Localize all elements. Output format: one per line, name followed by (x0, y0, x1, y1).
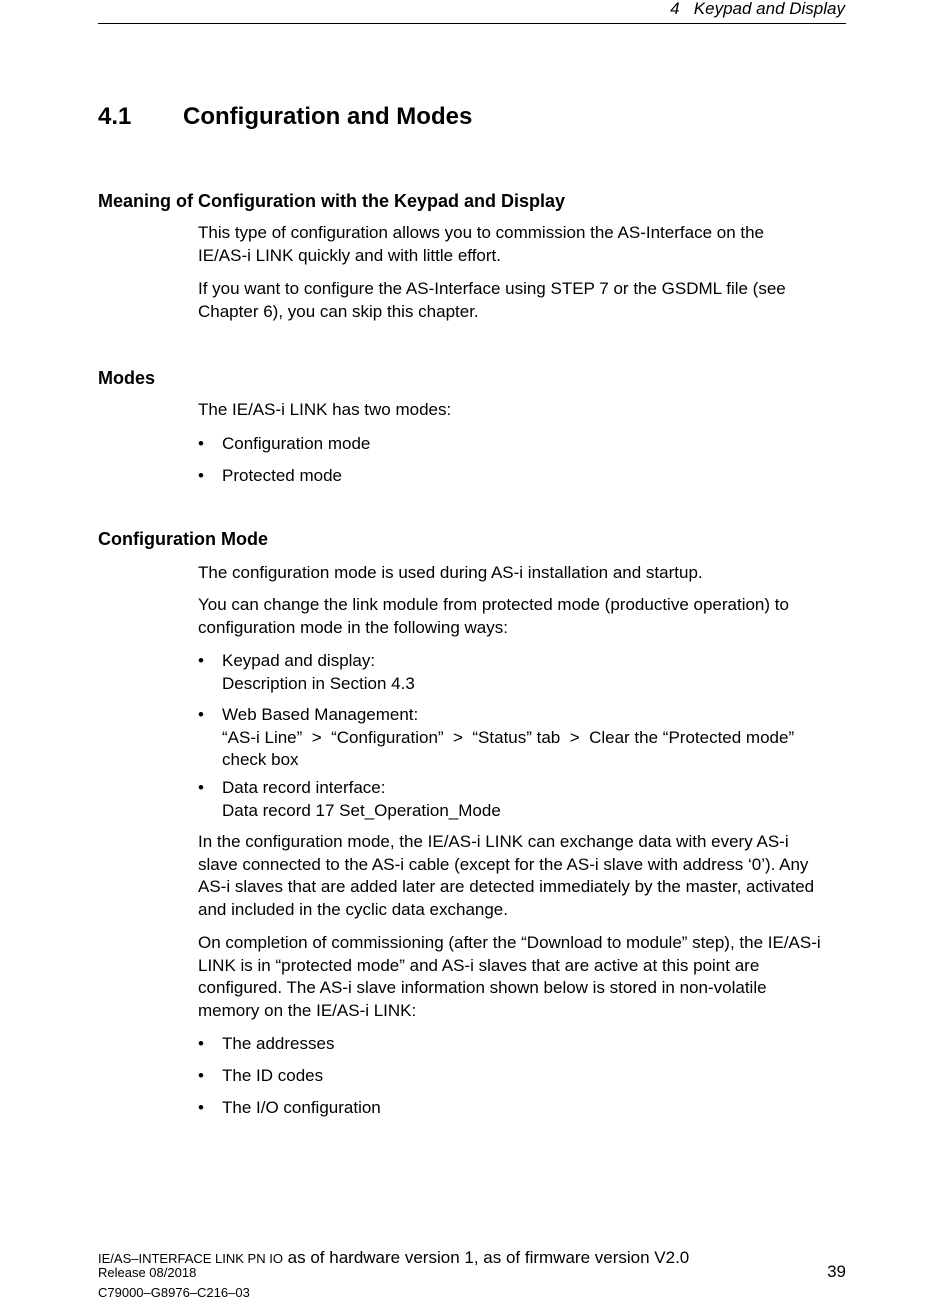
text-line: configured. The AS-i slave information shown below is stored in non-volatile (198, 978, 767, 997)
modes-intro: The IE/AS-i LINK has two modes: (198, 400, 452, 419)
stored-list-item-1 (198, 1033, 848, 1056)
text-line: “AS-i Line” > “Configuration” > “Status” tab > Clear the “Protected mode” (222, 727, 795, 747)
text-line: This type of configuration allows you to commission the AS-Interface on the (198, 223, 765, 242)
ways-list-item-1 (198, 650, 848, 695)
text-line: LINK is in “protected mode” and AS-i slaves that are active at this point are (198, 955, 760, 975)
stored-list-item-3 (198, 1097, 848, 1120)
list-item (198, 1033, 848, 1056)
section-number: 4.1 (98, 103, 132, 130)
modes-list (198, 433, 848, 456)
list-item-text: The addresses (222, 1034, 335, 1053)
footer-order-number: C79000–G8976–C216–03 (98, 1285, 250, 1300)
meaning-paragraph-2 (198, 278, 848, 323)
list-item (198, 650, 848, 695)
bullet-icon: • (198, 1034, 204, 1053)
text-line: check box (222, 750, 299, 769)
heading-meaning-of-configuration: Meaning of Configuration with the Keypad and Display (98, 191, 566, 211)
section-title: Configuration and Modes (183, 103, 473, 130)
config-paragraph-2 (198, 594, 848, 639)
meaning-paragraph-1 (198, 222, 848, 267)
bullet-icon: • (198, 651, 204, 670)
text-line: Description in Section 4.3 (222, 673, 415, 693)
config-paragraph-3 (198, 831, 848, 921)
running-header: 4 Keypad and Display (670, 0, 845, 18)
list-item (198, 433, 848, 456)
meaning-body-2 (198, 278, 848, 323)
footer-release: Release 08/2018 (98, 1265, 197, 1280)
text-line: memory on the IE/AS-i LINK: (198, 1000, 417, 1020)
text-line: Web Based Management: (222, 705, 419, 724)
list-item-text: The I/O configuration (222, 1098, 381, 1117)
modes-list-2 (198, 465, 848, 488)
text-line: Keypad and display: (222, 651, 376, 670)
text-line: In the configuration mode, the IE/AS-i LINK can exchange data with every AS-i (198, 832, 789, 851)
text-line: Chapter 6), you can skip this chapter. (198, 301, 479, 321)
list-item (198, 1097, 848, 1120)
text-line: AS-i slaves that are added later are detected immediately by the master, activated (198, 877, 815, 896)
text-line: Data record 17 Set_Operation_Mode (222, 800, 501, 820)
text-line: If you want to configure the AS-Interface using STEP 7 or the GSDML file (see (198, 279, 786, 298)
list-item (198, 1065, 848, 1088)
text-line: On completion of commissioning (after the “Download to module” step), the IE/AS-i (198, 933, 821, 952)
heading-configuration-mode: Configuration Mode (98, 529, 268, 549)
ways-list-item-2 (198, 704, 848, 772)
header-rule (98, 23, 846, 24)
footer-version: as of hardware version 1, as of firmware version V2.0 (282, 1248, 690, 1267)
bullet-icon: • (198, 434, 204, 453)
list-item (198, 777, 848, 822)
text-line: slave connected to the AS-i cable (except for the AS-i slave with address ‘0’). Any (198, 854, 809, 874)
footer-product: IE/AS–INTERFACE LINK PN IO (98, 1251, 283, 1266)
bullet-icon: • (198, 705, 204, 724)
list-item-text: Configuration mode (222, 434, 371, 453)
bullet-icon: • (198, 1066, 204, 1085)
text-line: IE/AS-i LINK quickly and with little effort. (198, 245, 501, 265)
text-line: Data record interface: (222, 778, 386, 797)
list-item (198, 465, 848, 488)
list-item-text: Protected mode (222, 466, 343, 485)
ways-list-item-3 (198, 777, 848, 822)
bullet-icon: • (198, 1098, 204, 1117)
stored-list-item-2 (198, 1065, 848, 1088)
text-line: and included in the cyclic data exchange. (198, 899, 508, 919)
bullet-icon: • (198, 778, 204, 797)
list-item-text: The ID codes (222, 1066, 324, 1085)
config-paragraph-1: The configuration mode is used during AS-i installation and startup. (198, 563, 703, 582)
text-line: configuration mode in the following ways: (198, 617, 508, 637)
list-item (198, 704, 848, 772)
bullet-icon: • (198, 466, 204, 485)
meaning-body (198, 222, 848, 267)
config-paragraph-4 (198, 932, 848, 1022)
page-number: 39 (827, 1262, 846, 1281)
text-line: You can change the link module from protected mode (productive operation) to (198, 595, 789, 614)
heading-modes: Modes (98, 368, 156, 388)
